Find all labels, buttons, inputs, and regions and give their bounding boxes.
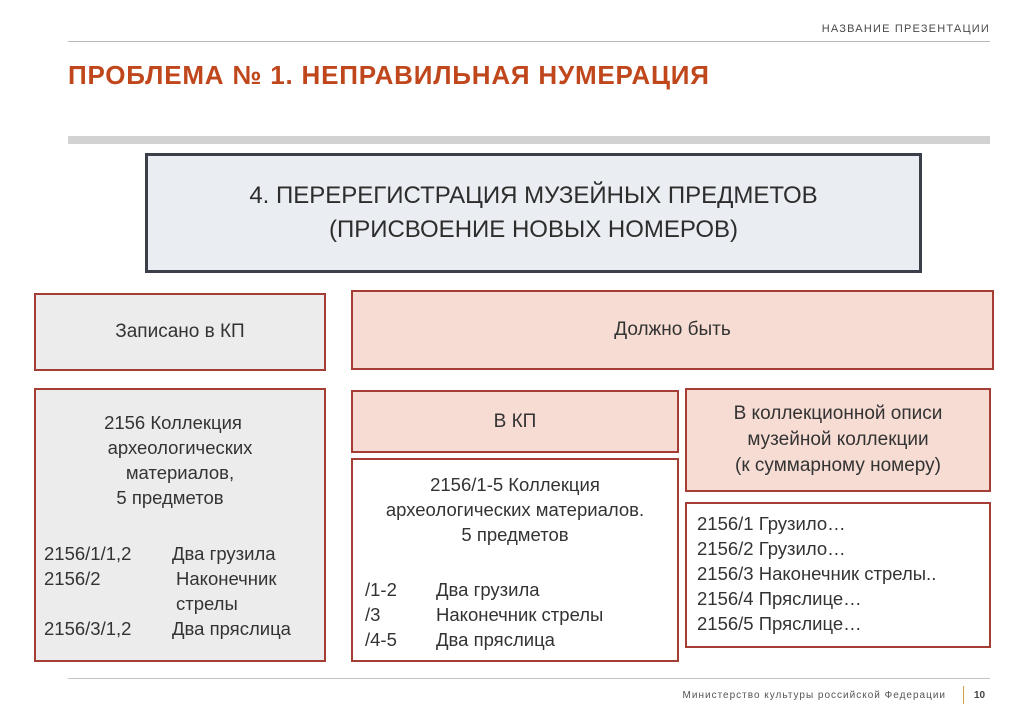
in-kp-box: [351, 390, 679, 453]
inventory-items-list: [697, 511, 989, 636]
in-kp-collection-desc: [353, 472, 677, 547]
list-item: 2156/3/1,2 Два пряслица: [44, 618, 291, 639]
list-item: 2156/3 Наконечник стрелы..: [697, 563, 937, 584]
list-item: стрелы: [176, 593, 238, 614]
in-kp-label: В КП: [493, 410, 537, 432]
in-kp-line: 2156/1-5 Коллекция: [430, 474, 600, 495]
in-kp-line: археологических материалов.: [385, 499, 645, 520]
recorded-line: материалов,: [125, 462, 235, 483]
list-item: 2156/2 Грузило…: [697, 538, 846, 559]
recorded-line: 5 предметов: [116, 487, 224, 508]
list-item: /1-2 Два грузила: [365, 579, 540, 600]
in-kp-content-box: [351, 458, 679, 662]
recorded-collection-desc: [36, 410, 324, 510]
collection-inventory-box: [685, 388, 991, 492]
heading-line-2: (ПРИСВОЕНИЕ НОВЫХ НОМЕРОВ): [328, 216, 739, 243]
recorded-content-box: [34, 388, 326, 662]
recorded-in-kp-box: [34, 293, 326, 371]
list-item: 2156/5 Пряслице…: [697, 613, 862, 634]
list-item: 2156/1/1,2 Два грузила: [44, 543, 276, 564]
recorded-line: археологических: [107, 437, 253, 458]
reregistration-heading-box: [145, 153, 922, 273]
collection-inventory-content-box: [685, 502, 991, 648]
should-be-label: Должно быть: [614, 319, 731, 340]
footer-separator: [963, 686, 964, 704]
slide-title: ПРОБЛЕМА № 1. НЕПРАВИЛЬНАЯ НУМЕРАЦИЯ: [68, 60, 710, 90]
title-underline-bar: [68, 136, 990, 144]
recorded-line: 2156 Коллекция: [104, 412, 242, 433]
recorded-items-list: [44, 541, 324, 641]
footer-divider: [68, 678, 990, 679]
ministry-name: Министерство культуры российской Федерации: [682, 690, 946, 701]
list-item: 2156/4 Пряслице…: [697, 588, 862, 609]
in-kp-items-list: [365, 577, 677, 652]
list-item: /3 Наконечник стрелы: [365, 604, 604, 625]
recorded-in-kp-label: Записано в КП: [115, 321, 245, 342]
heading-line-1: 4. ПЕРЕРЕГИСТРАЦИЯ МУЗЕЙНЫХ ПРЕДМЕТОВ: [249, 182, 818, 209]
list-item: /4-5 Два пряслица: [365, 629, 555, 650]
in-kp-line: 5 предметов: [461, 524, 569, 545]
presentation-name: НАЗВАНИЕ ПРЕЗЕНТАЦИИ: [821, 23, 990, 35]
header-divider: [68, 41, 990, 42]
should-be-box: [351, 290, 994, 370]
list-item: 2156/2 Наконечник: [44, 568, 277, 589]
page-number: 10: [974, 690, 986, 701]
collection-inventory-label: В коллекционной описи музейной коллекции (к суммарному номеру): [733, 403, 943, 476]
list-item: 2156/1 Грузило…: [697, 513, 846, 534]
